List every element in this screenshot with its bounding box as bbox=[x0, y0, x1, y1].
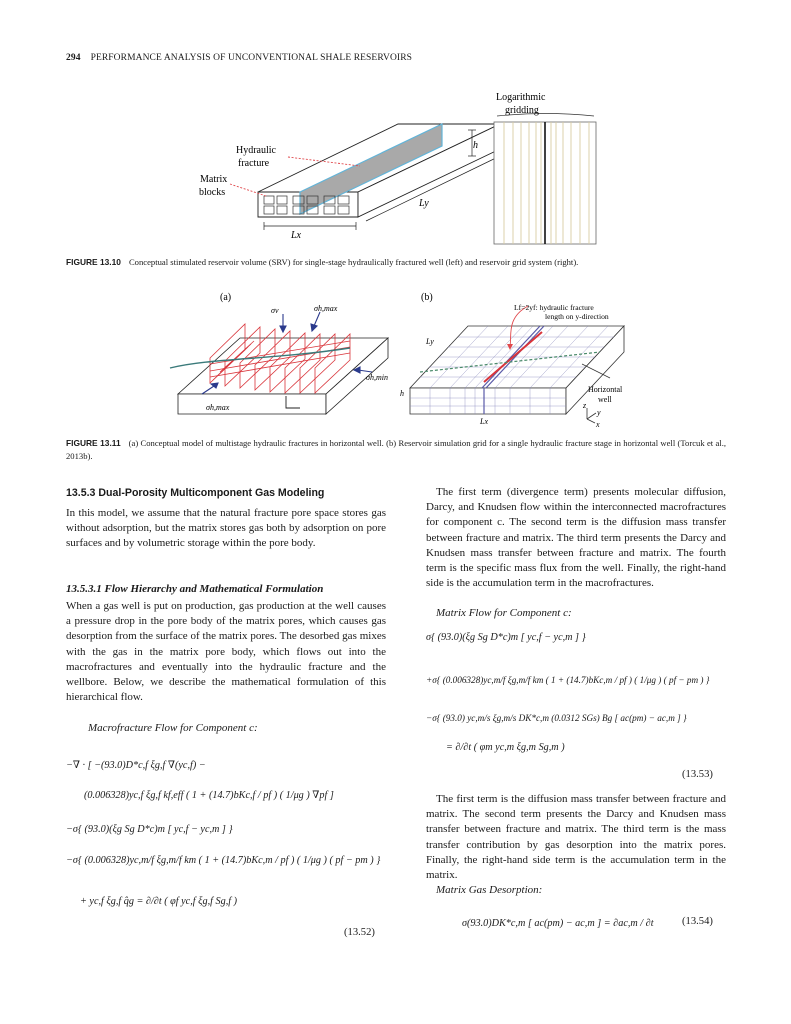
eq-13-52-line-4: −σ{ (0.006328)yc,m/f ξg,m/f km ( 1 + (14.7)bKc,m / pf ) ( 1/μg ) ( pf − pm ) } bbox=[66, 855, 381, 866]
eq-13-53-line-3: −σ{ (93.0) yc,m/s ξg,m/s DK*c,m (0.0312 SGs) Bg [ ac(pm) − ac,m ] } bbox=[426, 713, 687, 723]
label-h: h bbox=[473, 140, 478, 151]
label-horizontal: Horizontal bbox=[588, 385, 623, 394]
figure-13-10-caption bbox=[66, 256, 736, 269]
label-y: y bbox=[597, 408, 601, 417]
label-hydraulic: Hydraulic bbox=[236, 145, 276, 156]
multistage-fracture-block bbox=[170, 312, 388, 414]
eq-13-54: σ(93.0)DK*c,m [ ac(pm) − ac,m ] = ∂ac,m / ∂t bbox=[462, 918, 654, 929]
eq-number-13-52: (13.52) bbox=[344, 927, 375, 938]
eq-13-53-line-1: σ{ (93.0)(ξg Sg D*c)m [ yc,f − yc,m ] } bbox=[426, 632, 586, 643]
label-z: z bbox=[583, 401, 587, 410]
label-ly: Ly bbox=[419, 198, 429, 209]
label-fracture: fracture bbox=[238, 158, 270, 169]
left-para-2: When a gas well is put on production, gas production at the well causes a pressure drop in the pore body of the matrix pores, which causes gas desorption from the surface of the matrix pores. The desorbed gas mixes with the gas in the matrix pore body, which flows out into the macrofractures and eventually into the hydraulic fracture and the wellbore. Below, we describe the mathematical formulation of this hierarchical flow. bbox=[66, 600, 386, 704]
simulation-grid bbox=[410, 306, 624, 423]
caption-label: FIGURE 13.10 bbox=[66, 257, 121, 267]
left-para-1: In this model, we assume that the natural fracture pore space stores gas without adsorption, but the matrix stores gas both by adsorption on pore surfaces and by volumetric storage within the pore body. bbox=[66, 507, 386, 550]
right-para-2: The first term is the diffusion mass transfer between fracture and matrix. The second term presents the Darcy and Knudsen mass transfer between fracture and matrix. The third term is the mass transfer contribution by gas desorption into the matrix pores. Finally, the right-hand side term is the accumulation term in the matrix. bbox=[426, 793, 726, 882]
eq-13-52-line-3: −σ{ (93.0)(ξg Sg D*c)m [ yc,f − yc,m ] } bbox=[66, 824, 233, 835]
eq-13-52-line-5: + yc,f ξg,f q̂g = ∂/∂t ( φf yc,f ξg,f Sg,f ) bbox=[80, 896, 238, 907]
label-a: (a) bbox=[220, 292, 232, 303]
label-well: well bbox=[598, 395, 612, 404]
label-sigma-v: σv bbox=[271, 306, 279, 315]
eq-heading-macrofracture: Macrofracture Flow for Component c: bbox=[88, 722, 258, 734]
section-title: 13.5.3 Dual-Porosity Multicomponent Gas Modeling bbox=[66, 487, 325, 499]
page-number: 294 bbox=[66, 53, 81, 63]
label-sigma-hmax-bottom: σh,max bbox=[206, 403, 230, 412]
figure-13-11-caption bbox=[66, 437, 726, 462]
caption-text: Conceptual stimulated reservoir volume (SRV) for single-stage hydraulically fractured well (left) and reservoir grid system (right). bbox=[128, 257, 579, 267]
running-title: PERFORMANCE ANALYSIS OF UNCONVENTIONAL SHALE RESERVOIRS bbox=[90, 53, 413, 63]
label-gridding: gridding bbox=[505, 105, 539, 116]
label-lf-note-2: length on y-direction bbox=[545, 312, 609, 321]
eq-heading-desorption: Matrix Gas Desorption: bbox=[436, 884, 543, 896]
eq-13-53-line-4: = ∂/∂t ( φm yc,m ξg,m Sg,m ) bbox=[446, 742, 565, 753]
eq-13-53-line-2: +σ{ (0.006328)yc,m/f ξg,m/f km ( 1 + (14.7)bKc,m / pf ) ( 1/μg ) ( pf − pm ) } bbox=[426, 675, 710, 685]
caption-label: FIGURE 13.11 bbox=[66, 438, 121, 448]
label-ly-b: Ly bbox=[426, 337, 434, 346]
running-header bbox=[66, 53, 412, 63]
label-b: (b) bbox=[421, 292, 433, 303]
logarithmic-grid bbox=[494, 114, 596, 245]
eq-number-13-53: (13.53) bbox=[682, 769, 713, 780]
label-x: x bbox=[596, 420, 600, 429]
label-logarithmic: Logarithmic bbox=[496, 92, 546, 103]
label-blocks: blocks bbox=[199, 187, 226, 198]
figure-13-11 bbox=[150, 286, 670, 431]
subsection-title: 13.5.3.1 Flow Hierarchy and Mathematical Formulation bbox=[66, 583, 324, 595]
eq-heading-matrix: Matrix Flow for Component c: bbox=[436, 607, 572, 619]
label-sigma-hmax-top: σh,max bbox=[314, 304, 338, 313]
srv-block bbox=[258, 124, 502, 230]
label-lx-b: Lx bbox=[480, 417, 488, 426]
eq-13-52-line-1: −∇ · [ −(93.0)D*c,f ξg,f ∇(yc,f) − bbox=[66, 760, 206, 771]
caption-text: (a) Conceptual model of multistage hydraulic fractures in horizontal well. (b) Reservoir simulation grid for a single hydraulic fracture stage in horizontal well (Torcuk et al., 2013b). bbox=[66, 438, 726, 461]
figure-13-10 bbox=[180, 86, 740, 248]
label-lf-note-1: Lf=2yf: hydraulic fracture bbox=[514, 303, 594, 312]
right-para-1: The first term (divergence term) presents molecular diffusion, Darcy, and Knudsen flow within the interconnected macrofractures for component c. The second term is the diffusion mass transfer between fracture and matrix. The third term presents the Darcy and Knudsen mass transfer between fracture and matrix. The fourth term is the specific mass flux from the well. Finally, the right-hand side is the accumulation term in the macrofractures. bbox=[426, 486, 726, 590]
label-h-b: h bbox=[400, 389, 404, 398]
label-sigma-hmin: σh,min bbox=[366, 373, 388, 382]
eq-13-52-line-2: (0.006328)yc,f ξg,f kf,eff ( 1 + (14.7)bKc,f / pf ) ( 1/μg ) ∇pf ] bbox=[84, 790, 334, 801]
label-lx: Lx bbox=[291, 230, 301, 241]
eq-number-13-54: (13.54) bbox=[682, 916, 713, 927]
label-matrix: Matrix bbox=[200, 174, 228, 185]
